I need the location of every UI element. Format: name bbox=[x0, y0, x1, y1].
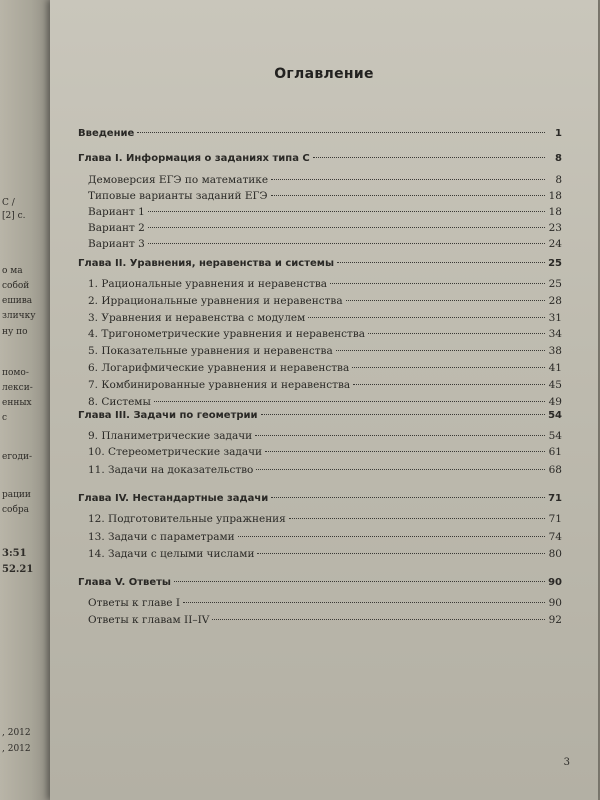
left-page-fragment: егоди- bbox=[2, 452, 33, 462]
toc-page-number: 68 bbox=[548, 464, 562, 476]
toc-entry-label: 7. Комбинированные уравнения и неравенства bbox=[88, 379, 351, 391]
toc-page-number: 8 bbox=[555, 153, 562, 164]
toc-section bbox=[78, 446, 562, 458]
toc-entry-label: Глава IV. Нестандартные задачи bbox=[78, 493, 269, 504]
toc-entry-label: Введение bbox=[78, 128, 135, 139]
toc-page-number: 54 bbox=[548, 410, 562, 421]
toc-page-number: 71 bbox=[548, 493, 562, 504]
toc-page-number: 38 bbox=[548, 345, 562, 357]
toc-page-number: 45 bbox=[548, 379, 562, 391]
toc-entry-label: Глава I. Информация о заданиях типа С bbox=[78, 153, 310, 164]
toc-page-number: 90 bbox=[548, 597, 562, 609]
left-page-fragment: енных bbox=[2, 398, 32, 408]
dot-leader bbox=[261, 414, 545, 415]
toc-entry-label: Демоверсия ЕГЭ по математике bbox=[88, 174, 269, 186]
toc-section bbox=[78, 430, 562, 442]
left-page-fragment: С / bbox=[2, 198, 15, 208]
toc-chapter bbox=[78, 153, 562, 164]
toc-chapter bbox=[78, 493, 562, 504]
toc-page-number: 80 bbox=[548, 548, 562, 560]
toc-entry-label: Вариант 1 bbox=[88, 206, 145, 218]
toc-entry-label: Ответы к главе I bbox=[88, 597, 180, 609]
dot-leader bbox=[352, 367, 545, 368]
toc-entry-label: Вариант 3 bbox=[88, 238, 145, 250]
toc-entry-label: 10. Стереометрические задачи bbox=[88, 446, 263, 458]
dot-leader bbox=[336, 350, 545, 351]
left-page-fragment: [2] с. bbox=[2, 211, 26, 221]
dot-leader bbox=[346, 300, 545, 301]
toc-entry-label: 2. Иррациональные уравнения и неравенства bbox=[88, 295, 343, 307]
left-page-fragment: с bbox=[2, 413, 8, 423]
dot-leader bbox=[330, 283, 545, 284]
toc-page-number: 54 bbox=[548, 430, 562, 442]
toc-page-number: 90 bbox=[548, 577, 562, 588]
toc-section bbox=[78, 362, 562, 374]
toc-entry-label: 8. Системы bbox=[88, 396, 151, 408]
dot-leader bbox=[148, 211, 545, 212]
left-page-fragment: собой bbox=[2, 281, 30, 291]
toc-page-number: 41 bbox=[548, 362, 562, 374]
dot-leader bbox=[174, 581, 545, 582]
toc-section bbox=[78, 206, 562, 218]
toc-entry-label: 13. Задачи с параметрами bbox=[88, 531, 235, 543]
left-page-fragment: зличку bbox=[2, 311, 36, 321]
toc-entry-label: 11. Задачи на доказательство bbox=[88, 464, 254, 476]
toc-page-number: 71 bbox=[548, 513, 562, 525]
toc-section bbox=[78, 238, 562, 250]
toc-section bbox=[78, 396, 562, 408]
toc-section bbox=[78, 328, 562, 340]
left-page-fragment: ешива bbox=[2, 296, 33, 306]
left-page-fragment: помо- bbox=[2, 368, 29, 378]
left-page-fragment: , 2012 bbox=[2, 728, 31, 738]
toc-page-number: 18 bbox=[548, 190, 562, 202]
dot-leader bbox=[148, 227, 545, 228]
toc-entry-label: Вариант 2 bbox=[88, 222, 145, 234]
toc-section bbox=[78, 312, 562, 324]
dot-leader bbox=[257, 553, 545, 554]
toc-section bbox=[78, 190, 562, 202]
toc-section bbox=[78, 174, 562, 186]
toc-chapter bbox=[78, 258, 562, 269]
left-page-fragment: собра bbox=[2, 505, 30, 515]
toc-page-number: 1 bbox=[555, 128, 562, 139]
dot-leader bbox=[238, 536, 545, 537]
page-title: Оглавление bbox=[274, 66, 374, 82]
toc-entry-label: 3. Уравнения и неравенства с модулем bbox=[88, 312, 306, 324]
toc-page-number: 28 bbox=[548, 295, 562, 307]
left-page-fragment: лекси- bbox=[2, 383, 33, 393]
toc-entry-label: Ответы к главам II–IV bbox=[88, 614, 210, 626]
toc-section bbox=[78, 345, 562, 357]
toc-section bbox=[78, 513, 562, 525]
dot-leader bbox=[289, 518, 545, 519]
toc-entry-label: Глава II. Уравнения, неравенства и системы bbox=[78, 258, 335, 269]
toc-page-number: 92 bbox=[548, 614, 562, 626]
dot-leader bbox=[308, 317, 545, 318]
dot-leader bbox=[271, 179, 545, 180]
toc-entry-label: 12. Подготовительные упражнения bbox=[88, 513, 286, 525]
dot-leader bbox=[271, 497, 545, 498]
toc-page-number: 18 bbox=[548, 206, 562, 218]
toc-page-number: 25 bbox=[548, 278, 562, 290]
dot-leader bbox=[313, 157, 545, 158]
dot-leader bbox=[368, 333, 545, 334]
toc-page-number: 8 bbox=[555, 174, 562, 186]
dot-leader bbox=[256, 469, 545, 470]
left-page-fragment: , 2012 bbox=[2, 744, 31, 754]
left-page-fragment: 3:51 bbox=[2, 548, 27, 559]
toc-entry-label: 9. Планиметрические задачи bbox=[88, 430, 253, 442]
toc-page-number: 49 bbox=[548, 396, 562, 408]
toc-page bbox=[50, 0, 598, 800]
toc-entry-label: Глава V. Ответы bbox=[78, 577, 171, 588]
toc-section bbox=[78, 222, 562, 234]
toc-entry-label: 6. Логарифмические уравнения и неравенства bbox=[88, 362, 350, 374]
toc-section bbox=[78, 531, 562, 543]
toc-section bbox=[78, 278, 562, 290]
toc-section bbox=[78, 295, 562, 307]
toc-page-number: 31 bbox=[548, 312, 562, 324]
left-page-fragment: о ма bbox=[2, 266, 23, 276]
toc-intro bbox=[78, 128, 562, 139]
dot-leader bbox=[265, 451, 545, 452]
dot-leader bbox=[148, 243, 545, 244]
toc-entry-label: Типовые варианты заданий ЕГЭ bbox=[88, 190, 268, 202]
dot-leader bbox=[255, 435, 545, 436]
toc-page-number: 25 bbox=[548, 258, 562, 269]
toc-entry-label: 14. Задачи с целыми числами bbox=[88, 548, 255, 560]
toc-page-number: 23 bbox=[548, 222, 562, 234]
toc-section bbox=[78, 614, 562, 626]
left-page-fragment: рации bbox=[2, 490, 31, 500]
toc-entry-label: 4. Тригонометрические уравнения и неравенства bbox=[88, 328, 366, 340]
toc-page-number: 74 bbox=[548, 531, 562, 543]
toc-entry-label: Глава III. Задачи по геометрии bbox=[78, 410, 258, 421]
left-page-fragment: ну по bbox=[2, 327, 28, 337]
facing-page-edge bbox=[0, 0, 52, 800]
left-page-fragment: 52.21 bbox=[2, 564, 34, 575]
dot-leader bbox=[337, 262, 545, 263]
toc-section bbox=[78, 597, 562, 609]
dot-leader bbox=[183, 602, 545, 603]
toc-section bbox=[78, 464, 562, 476]
toc-page-number: 61 bbox=[548, 446, 562, 458]
toc-entry-label: 1. Рациональные уравнения и неравенства bbox=[88, 278, 328, 290]
toc-section bbox=[78, 548, 562, 560]
toc-section bbox=[78, 379, 562, 391]
toc-chapter bbox=[78, 577, 562, 588]
toc-chapter bbox=[78, 410, 562, 421]
dot-leader bbox=[137, 132, 545, 133]
toc-page-number: 24 bbox=[548, 238, 562, 250]
page-number: 3 bbox=[563, 757, 570, 768]
dot-leader bbox=[212, 619, 545, 620]
dot-leader bbox=[154, 401, 545, 402]
toc-entry-label: 5. Показательные уравнения и неравенства bbox=[88, 345, 333, 357]
toc-page-number: 34 bbox=[548, 328, 562, 340]
dot-leader bbox=[271, 195, 546, 196]
dot-leader bbox=[353, 384, 545, 385]
